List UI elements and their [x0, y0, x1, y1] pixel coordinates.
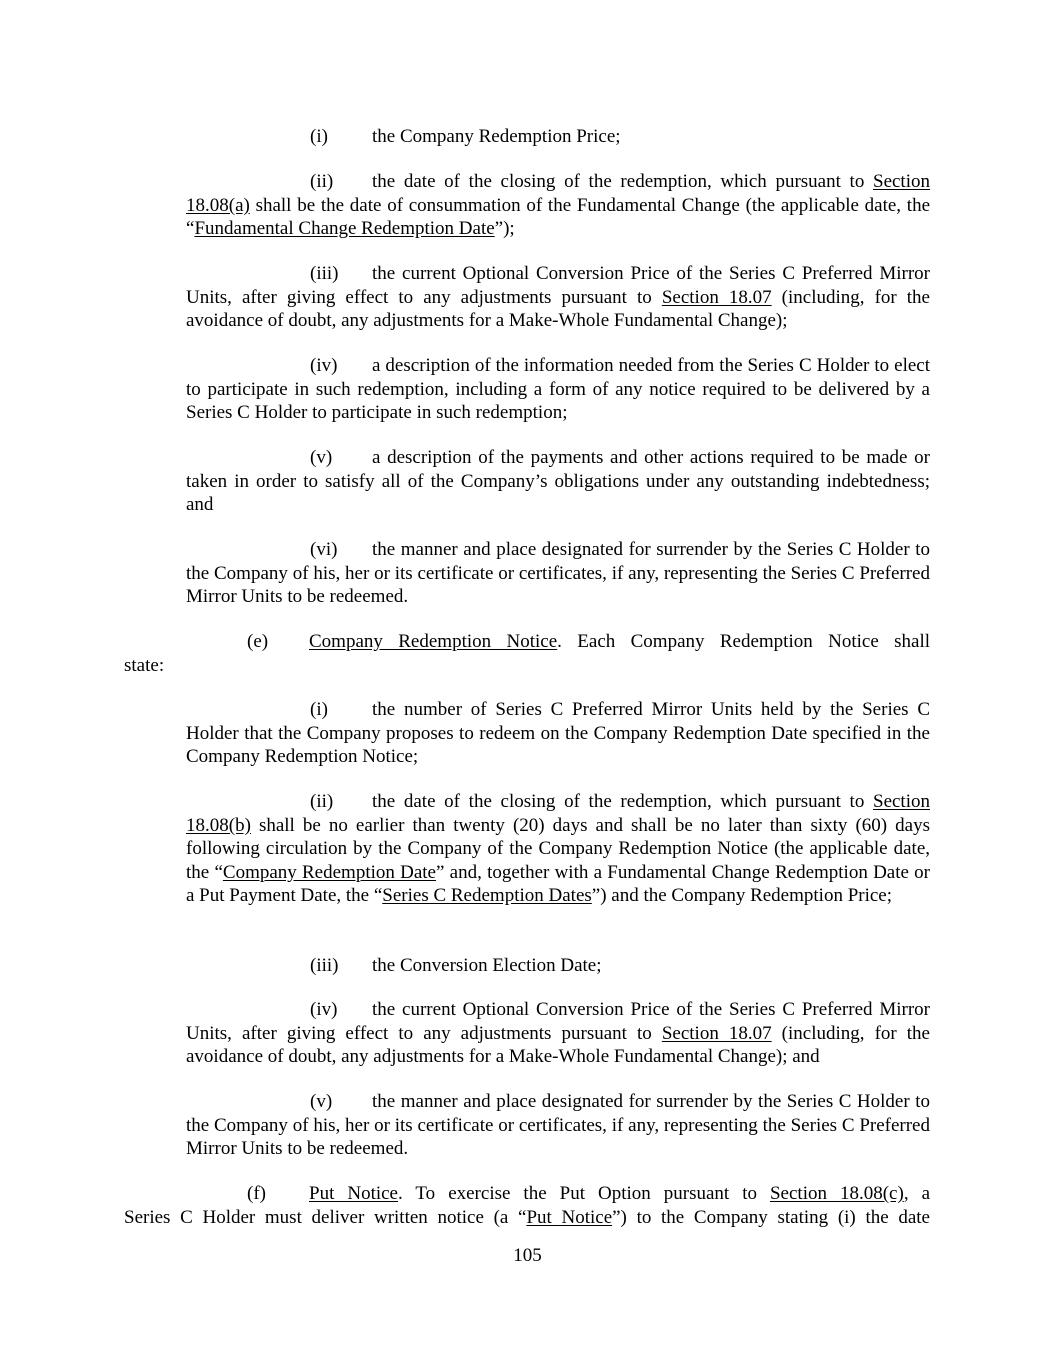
- section-text: , a: [903, 1183, 931, 1204]
- clause-text: (including, for the avoidance of doubt, any adjustments for a Make-Whole Fundamental Change); and: [186, 1022, 930, 1068]
- section-text: . Each Company Redemption Notice shall: [557, 631, 931, 652]
- clause-number: (vi): [310, 539, 338, 560]
- section-f-heading: [247, 1182, 930, 1206]
- clause-text: a description of the information needed from the Series C Holder to elect to participate in such redemption, including a form of any notice required to be delivered by a Series C Holder to participate in such redemption;: [186, 355, 930, 424]
- clause-text: (including, for the avoidance of doubt, any adjustments for a Make-Whole Fundamental Change);: [186, 286, 930, 332]
- section-number: (e): [247, 631, 269, 652]
- clause-text: shall be no earlier than twenty (20) days and shall be no later than sixty (60) days following circulation by the Company of the Company Redemption Notice (the applicable date, the “: [186, 814, 930, 883]
- clause-number: (iv): [310, 355, 338, 376]
- clause-e-i: [186, 698, 930, 769]
- clause-text: the Conversion Election Date;: [372, 955, 602, 976]
- section-number: (f): [247, 1183, 266, 1204]
- clause-d-iv: [186, 354, 930, 425]
- clause-e-ii: [186, 790, 930, 908]
- page-number: 105: [513, 1245, 542, 1266]
- section-heading: Put Notice: [309, 1183, 398, 1204]
- clause-d-v: [186, 446, 930, 517]
- section-f-line2: [124, 1206, 930, 1230]
- section-heading: Company Redemption Notice: [309, 631, 558, 652]
- clause-text: the current Optional Conversion Price of the Series C Preferred Mirror Units, after giving effect to any adjustments pursuant to: [186, 263, 930, 308]
- clause-number: (v): [310, 447, 333, 468]
- section-reference: Section 18.08(b): [186, 791, 930, 836]
- clause-number: (v): [310, 1091, 333, 1112]
- defined-term: Put Notice: [526, 1207, 613, 1228]
- section-text: Series C Holder must deliver written notice (a “: [124, 1207, 527, 1228]
- clause-text: the date of the closing of the redemption, which pursuant to: [372, 791, 873, 812]
- clause-number: (iv): [310, 999, 338, 1020]
- defined-term: Fundamental Change Redemption Date: [194, 218, 495, 240]
- clause-text: ”) and the Company Redemption Price;: [591, 885, 893, 907]
- defined-term: Company Redemption Date: [222, 861, 436, 883]
- clause-e-iii: [186, 954, 930, 978]
- clause-text: ” and, together with a Fundamental Change Redemption Date or a Put Payment Date, the “: [186, 861, 930, 907]
- section-text: ”) to the Company stating (i) the date: [612, 1207, 930, 1228]
- clause-text: shall be the date of consummation of the Fundamental Change (the applicable date, the “: [186, 194, 930, 240]
- section-reference: Section 18.07: [661, 1022, 772, 1044]
- clause-text: the manner and place designated for surrender by the Series C Holder to the Company of his, her or its certificate or certificates, if any, representing the Series C Preferred Mirror Units to be redeemed.: [186, 1091, 930, 1160]
- section-reference: Section 18.07: [661, 286, 772, 308]
- clause-text: the number of Series C Preferred Mirror Units held by the Series C Holder that the Company proposes to redeem on the Company Redemption Date specified in the Company Redemption Notice;: [186, 699, 930, 768]
- clause-text: the date of the closing of the redemption, which pursuant to: [372, 171, 873, 192]
- clause-text: ”);: [494, 218, 515, 240]
- defined-term: Series C Redemption Dates: [382, 885, 592, 907]
- clause-text: a description of the payments and other actions required to be made or taken in order to satisfy all of the Company’s obligations under any outstanding indebtedness; and: [186, 447, 930, 516]
- clause-e-iv: [186, 998, 930, 1069]
- section-text: . To exercise the Put Option pursuant to: [398, 1183, 770, 1204]
- clause-number: (iii): [310, 955, 339, 976]
- clause-number: (i): [310, 699, 328, 720]
- clause-d-iii: [186, 262, 930, 333]
- clause-number: (i): [310, 126, 328, 147]
- clause-number: (ii): [310, 791, 334, 812]
- clause-text: the manner and place designated for surrender by the Series C Holder to the Company of his, her or its certificate or certificates, if any, representing the Series C Preferred Mirror Units to be redeemed.: [186, 539, 930, 608]
- clause-text: the current Optional Conversion Price of the Series C Preferred Mirror Units, after giving effect to any adjustments pursuant to: [186, 999, 930, 1044]
- clause-d-i: [186, 125, 930, 149]
- clause-d-vi: [186, 538, 930, 609]
- section-e-heading: [247, 630, 930, 654]
- clause-text: the Company Redemption Price;: [372, 126, 621, 147]
- section-e-continuation: state:: [124, 655, 165, 676]
- clause-number: (ii): [310, 171, 334, 192]
- section-reference: Section 18.08(c): [769, 1183, 904, 1204]
- clause-d-ii: [186, 170, 930, 241]
- clause-number: (iii): [310, 263, 339, 284]
- clause-e-v: [186, 1090, 930, 1161]
- section-reference: Section 18.08(a): [186, 171, 930, 216]
